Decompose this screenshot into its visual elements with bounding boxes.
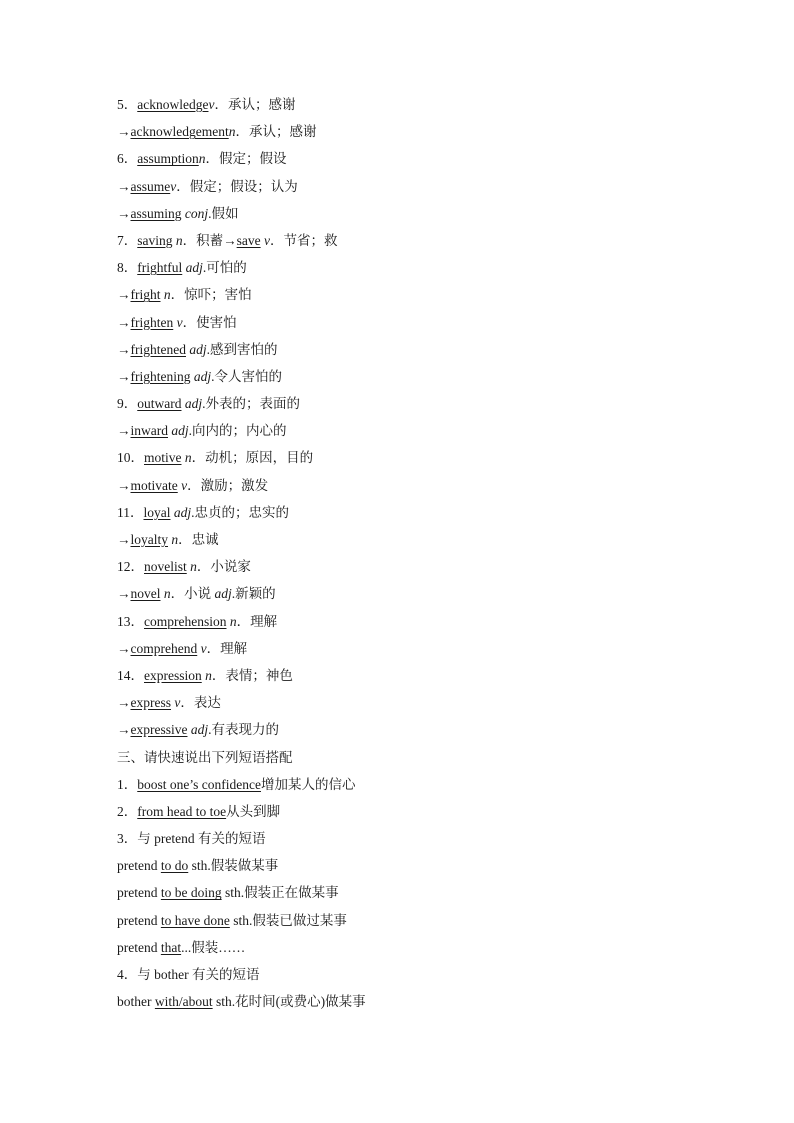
text-line xyxy=(117,367,366,394)
text-line xyxy=(117,476,366,503)
text-line xyxy=(117,285,366,312)
line-text: 增加某人的信心 xyxy=(260,776,356,792)
text-line xyxy=(117,612,366,639)
line-text: 3．与 pretend 有关的短语 xyxy=(117,831,266,847)
part-of-speech: n xyxy=(168,532,179,547)
line-text: ．惊吓；害怕 xyxy=(170,287,252,303)
line-text: ．积蓄→ xyxy=(182,232,237,248)
answer-blank: with/about xyxy=(154,994,213,1010)
answer-blank: inward xyxy=(130,423,168,439)
text-line xyxy=(117,584,366,611)
line-text: ．表情；神色 xyxy=(211,667,293,683)
line-text: → xyxy=(117,477,131,493)
line-text: 6． xyxy=(117,151,138,167)
line-text: → xyxy=(117,586,131,602)
line-text: sth.假装做某事 xyxy=(188,858,279,874)
text-line xyxy=(117,748,366,775)
part-of-speech: n xyxy=(160,586,171,602)
text-line xyxy=(117,883,366,910)
text-line xyxy=(117,775,366,802)
line-text: ．忠诚 xyxy=(178,532,219,547)
line-text: .可怕的 xyxy=(202,260,247,276)
text-line xyxy=(117,503,366,530)
line-text: → xyxy=(117,423,131,439)
line-text: → xyxy=(117,640,131,656)
text-line xyxy=(117,258,366,285)
line-text: → xyxy=(117,532,131,547)
line-text: 13． xyxy=(117,613,144,629)
line-text: → xyxy=(117,695,131,711)
line-text: pretend xyxy=(117,939,161,955)
line-text: .有表现力的 xyxy=(208,722,279,738)
line-text: 12． xyxy=(117,559,144,575)
line-text: 三、请快速说出下列短语搭配 xyxy=(117,749,293,765)
line-text: ．动机；原因，目的 xyxy=(191,450,314,466)
part-of-speech: v xyxy=(171,695,181,711)
line-text: ...假装…… xyxy=(181,939,246,955)
answer-blank: fright xyxy=(130,287,161,303)
line-text: sth.假装已做过某事 xyxy=(229,912,347,928)
line-text: → xyxy=(117,368,131,384)
line-text: .忠贞的；忠实的 xyxy=(191,504,290,520)
answer-blank: saving xyxy=(137,232,173,248)
text-line xyxy=(117,856,366,883)
answer-blank: to be doing xyxy=(160,885,222,901)
line-text: .假如 xyxy=(208,205,239,221)
line-text: → xyxy=(117,178,131,194)
answer-blank: motivate xyxy=(130,477,178,493)
text-line xyxy=(117,829,366,856)
line-text: 1． xyxy=(117,776,138,792)
answer-blank: loyalty xyxy=(130,532,168,547)
answer-blank: boost one’s confidence xyxy=(137,776,261,792)
text-line xyxy=(117,693,366,720)
text-line xyxy=(117,231,366,258)
text-line xyxy=(117,421,366,448)
line-text: 从头到脚 xyxy=(226,803,281,819)
line-text: .感到害怕的 xyxy=(206,341,278,357)
line-text: sth.假装正在做某事 xyxy=(221,885,339,901)
text-line xyxy=(117,149,366,176)
line-text: 8． xyxy=(117,260,138,276)
text-line xyxy=(117,122,366,149)
line-text: ．假定；假设；认为 xyxy=(176,178,298,194)
part-of-speech: adj xyxy=(182,260,203,276)
part-of-speech: v xyxy=(208,97,215,112)
text-line xyxy=(117,666,366,693)
answer-blank: to have done xyxy=(160,912,230,928)
text-line xyxy=(117,639,366,666)
line-text: ．使害怕 xyxy=(182,314,237,330)
answer-blank: expressive xyxy=(130,722,188,738)
line-text: pretend xyxy=(117,885,161,901)
part-of-speech: n xyxy=(172,232,183,248)
text-line xyxy=(117,938,366,965)
text-line xyxy=(117,177,366,204)
part-of-speech: adj xyxy=(190,368,212,384)
answer-blank: assuming xyxy=(130,205,182,221)
line-text: ．承认；感谢 xyxy=(235,124,317,140)
part-of-speech: v xyxy=(173,314,183,330)
line-text: 5． xyxy=(117,97,138,112)
part-of-speech: n xyxy=(186,559,197,575)
text-line xyxy=(117,204,366,231)
part-of-speech: n xyxy=(160,287,171,303)
answer-blank: expression xyxy=(144,667,202,683)
answer-blank: assume xyxy=(130,178,171,194)
answer-blank: comprehend xyxy=(130,640,198,656)
answer-blank: novel xyxy=(130,586,161,602)
line-text: 9． xyxy=(117,396,138,412)
part-of-speech: n xyxy=(198,151,206,167)
answer-blank: frightful xyxy=(137,260,183,276)
answer-blank: that xyxy=(160,939,182,955)
line-text: ．表达 xyxy=(180,695,221,711)
part-of-speech: conj xyxy=(181,205,209,221)
line-text: ．承认；感谢 xyxy=(214,97,296,112)
part-of-speech: adj xyxy=(187,722,209,738)
part-of-speech: v xyxy=(177,477,188,493)
part-of-speech: adj xyxy=(170,504,192,520)
answer-blank: novelist xyxy=(144,559,187,575)
answer-blank: to do xyxy=(160,858,189,874)
line-text: → xyxy=(117,341,131,357)
line-text: ．理解 xyxy=(206,640,248,656)
line-text: .令人害怕的 xyxy=(211,368,283,384)
line-text: bother xyxy=(117,994,155,1010)
text-line xyxy=(117,965,366,992)
text-line xyxy=(117,530,366,557)
line-text: ．假定；假设 xyxy=(205,151,287,167)
line-text: ．激励；激发 xyxy=(187,477,269,493)
answer-blank: frighten xyxy=(130,314,174,330)
answer-blank: loyal xyxy=(143,504,171,520)
text-line xyxy=(117,992,366,1019)
part-of-speech: adj xyxy=(181,396,203,412)
line-text: → xyxy=(117,314,131,330)
part-of-speech: n xyxy=(201,667,212,683)
answer-blank: motive xyxy=(144,450,182,466)
line-text: 4．与 bother 有关的短语 xyxy=(117,967,260,982)
line-text: 7． xyxy=(117,232,138,248)
answer-blank: save xyxy=(236,232,261,248)
line-text: .新颖的 xyxy=(231,586,276,602)
part-of-speech: n xyxy=(228,124,236,140)
part-of-speech: n xyxy=(226,613,237,629)
part-of-speech: v xyxy=(170,178,177,194)
part-of-speech: adj xyxy=(185,341,207,357)
vocabulary-list xyxy=(117,95,366,1019)
line-text: 10． xyxy=(117,450,144,466)
line-text: → xyxy=(117,124,131,140)
answer-blank: acknowledge xyxy=(137,97,209,112)
line-text: ．小说 xyxy=(170,586,215,602)
part-of-speech: v xyxy=(260,232,270,248)
line-text: ．小说家 xyxy=(196,559,251,575)
line-text: pretend xyxy=(117,912,161,928)
line-text: sth.花时间(或费心)做某事 xyxy=(212,994,366,1010)
text-line xyxy=(117,340,366,367)
part-of-speech: n xyxy=(181,450,192,466)
line-text: → xyxy=(117,287,131,303)
line-text: 2． xyxy=(117,803,138,819)
text-line xyxy=(117,911,366,938)
line-text: pretend xyxy=(117,858,161,874)
answer-blank: outward xyxy=(137,396,182,412)
line-text: ．理解 xyxy=(236,613,278,629)
text-line xyxy=(117,448,366,475)
answer-blank: frightened xyxy=(130,341,186,357)
line-text: .向内的；内心的 xyxy=(188,423,287,439)
answer-blank: express xyxy=(130,695,171,711)
line-text: 14． xyxy=(117,667,144,683)
line-text: .外表的；表面的 xyxy=(202,396,301,412)
text-line xyxy=(117,802,366,829)
text-line xyxy=(117,313,366,340)
answer-blank: acknowledgement xyxy=(130,124,229,140)
answer-blank: from head to toe xyxy=(137,803,227,819)
line-text: 11． xyxy=(117,504,144,520)
text-line xyxy=(117,557,366,584)
answer-blank: frightening xyxy=(130,368,191,384)
part-of-speech: v xyxy=(197,640,207,656)
answer-blank: comprehension xyxy=(144,613,227,629)
text-line xyxy=(117,394,366,421)
text-line xyxy=(117,95,366,122)
line-text: ．节省；救 xyxy=(270,232,338,248)
answer-blank: assumption xyxy=(137,151,199,167)
part-of-speech: adj xyxy=(214,586,232,602)
part-of-speech: adj xyxy=(168,423,189,439)
line-text: → xyxy=(117,722,131,738)
line-text: → xyxy=(117,205,131,221)
text-line xyxy=(117,720,366,747)
